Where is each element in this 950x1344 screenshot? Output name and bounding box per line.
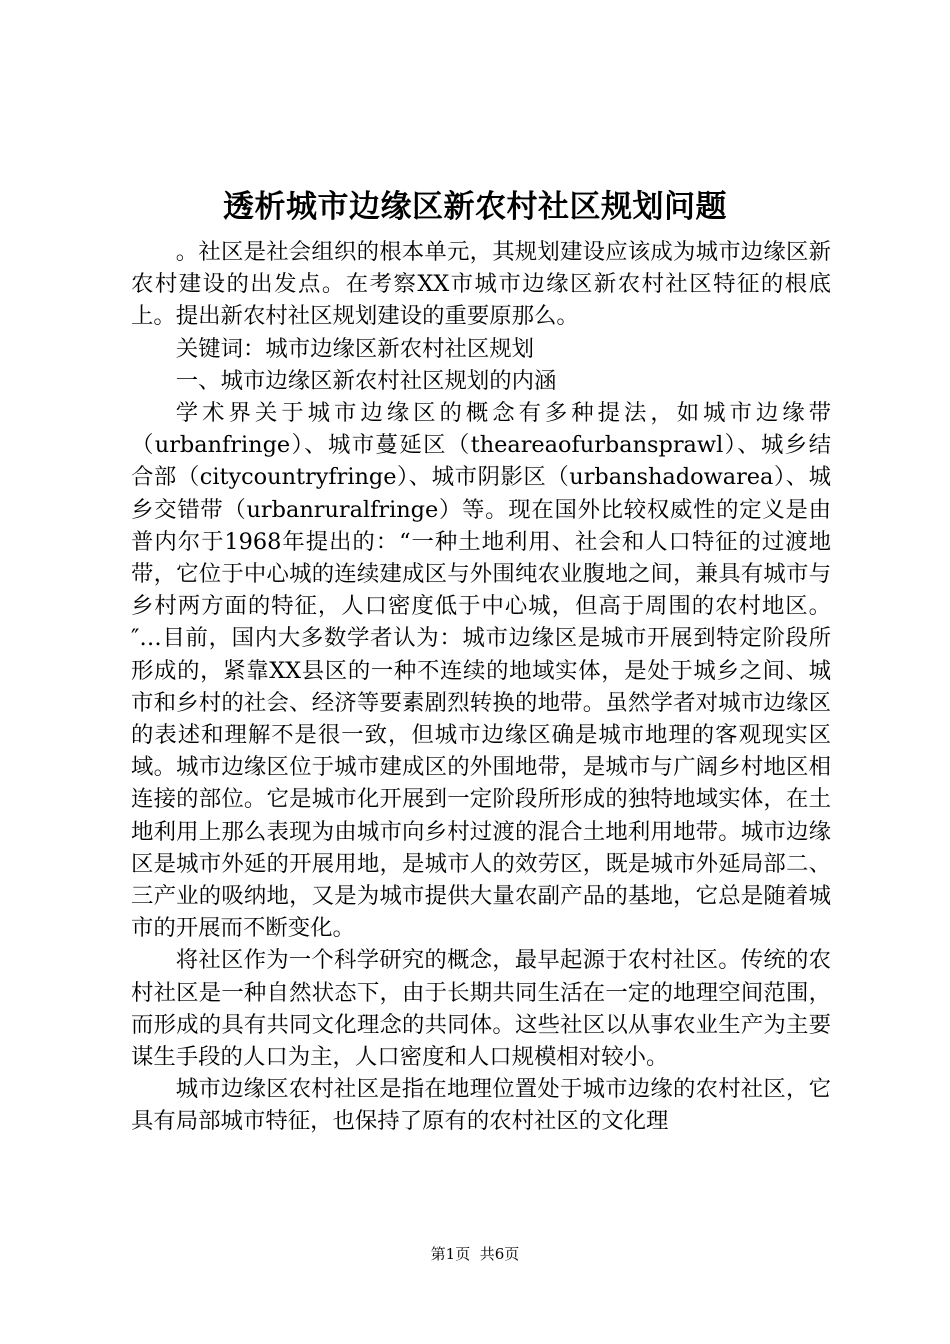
section-heading: 一、城市边缘区新农村社区规划的内涵 bbox=[175, 367, 557, 394]
page-total: 共6页 bbox=[479, 1245, 520, 1263]
abstract-paragraph: 。社区是社会组织的根本单元，其规划建设应该成为城市边缘区新农村建设的出发点。在考察XX市城市边缘区新农村社区特征的根底上。提出新农村社区规划建设的重要原那么。 bbox=[131, 239, 831, 330]
page-number: 第1页 bbox=[430, 1245, 471, 1263]
document-title: 透析城市边缘区新农村社区规划问题 bbox=[223, 189, 727, 225]
body-paragraph: 学术界关于城市边缘区的概念有多种提法，如城市边缘带（urbanfringe）、城市蔓延区（theareaofurbansprawl）、城乡结合部（citycountryfringe）、城市阴影区（urbanshadowarea）、城乡交错带（urbanruralfringe）等。现在国外比较权威性的定义是由普内尔于1968年提出的：“一种土地利用、社会和人口特征的过渡地带，它位于中心城的连续建成区与外围纯农业腹地之间，兼具有城市与乡村两方面的特征，人口密度低于中心城，但高于周围的农村地区。″…目前，国内大多数学者认为：城市边缘区是城市开展到特定阶段所形成的，紧靠XX县区的一种不连续的地域实体，是处于城乡之间、城市和乡村的社会、经济等要素剧烈转换的地带。虽然学者对城市边缘区的表述和理解不是很一致，但城市边缘区确是城市地理的客观现实区域。城市边缘区位于城市建成区的外围地带，是城市与广阔乡村地区相连接的部位。它是城市化开展到一定阶段所形成的独特地域实体，在土地利用上那么表现为由城市向乡村过渡的混合土地利用地带。城市边缘区是城市外延的开展用地，是城市人的效劳区，既是城市外延局部二、三产业的吸纳地，又是为城市提供大量农副产品的基地，它总是随着城市的开展而不断变化。 bbox=[131, 400, 831, 942]
keywords-paragraph: 关键词：城市边缘区新农村社区规划 bbox=[175, 335, 535, 362]
body-paragraph: 城市边缘区农村社区是指在地理位置处于城市边缘的农村社区，它具有局部城市特征，也保持了原有的农村社区的文化理 bbox=[131, 1076, 831, 1135]
document-body bbox=[131, 236, 831, 1138]
page-footer bbox=[0, 1243, 950, 1265]
body-paragraph: 将社区作为一个科学研究的概念，最早起源于农村社区。传统的农村社区是一种自然状态下，由于长期共同生活在一定的地理空间范围，而形成的具有共同文化理念的共同体。这些社区以从事农业生产为主要谋生手段的人口为主，人口密度和人口规模相对较小。 bbox=[131, 947, 831, 1071]
